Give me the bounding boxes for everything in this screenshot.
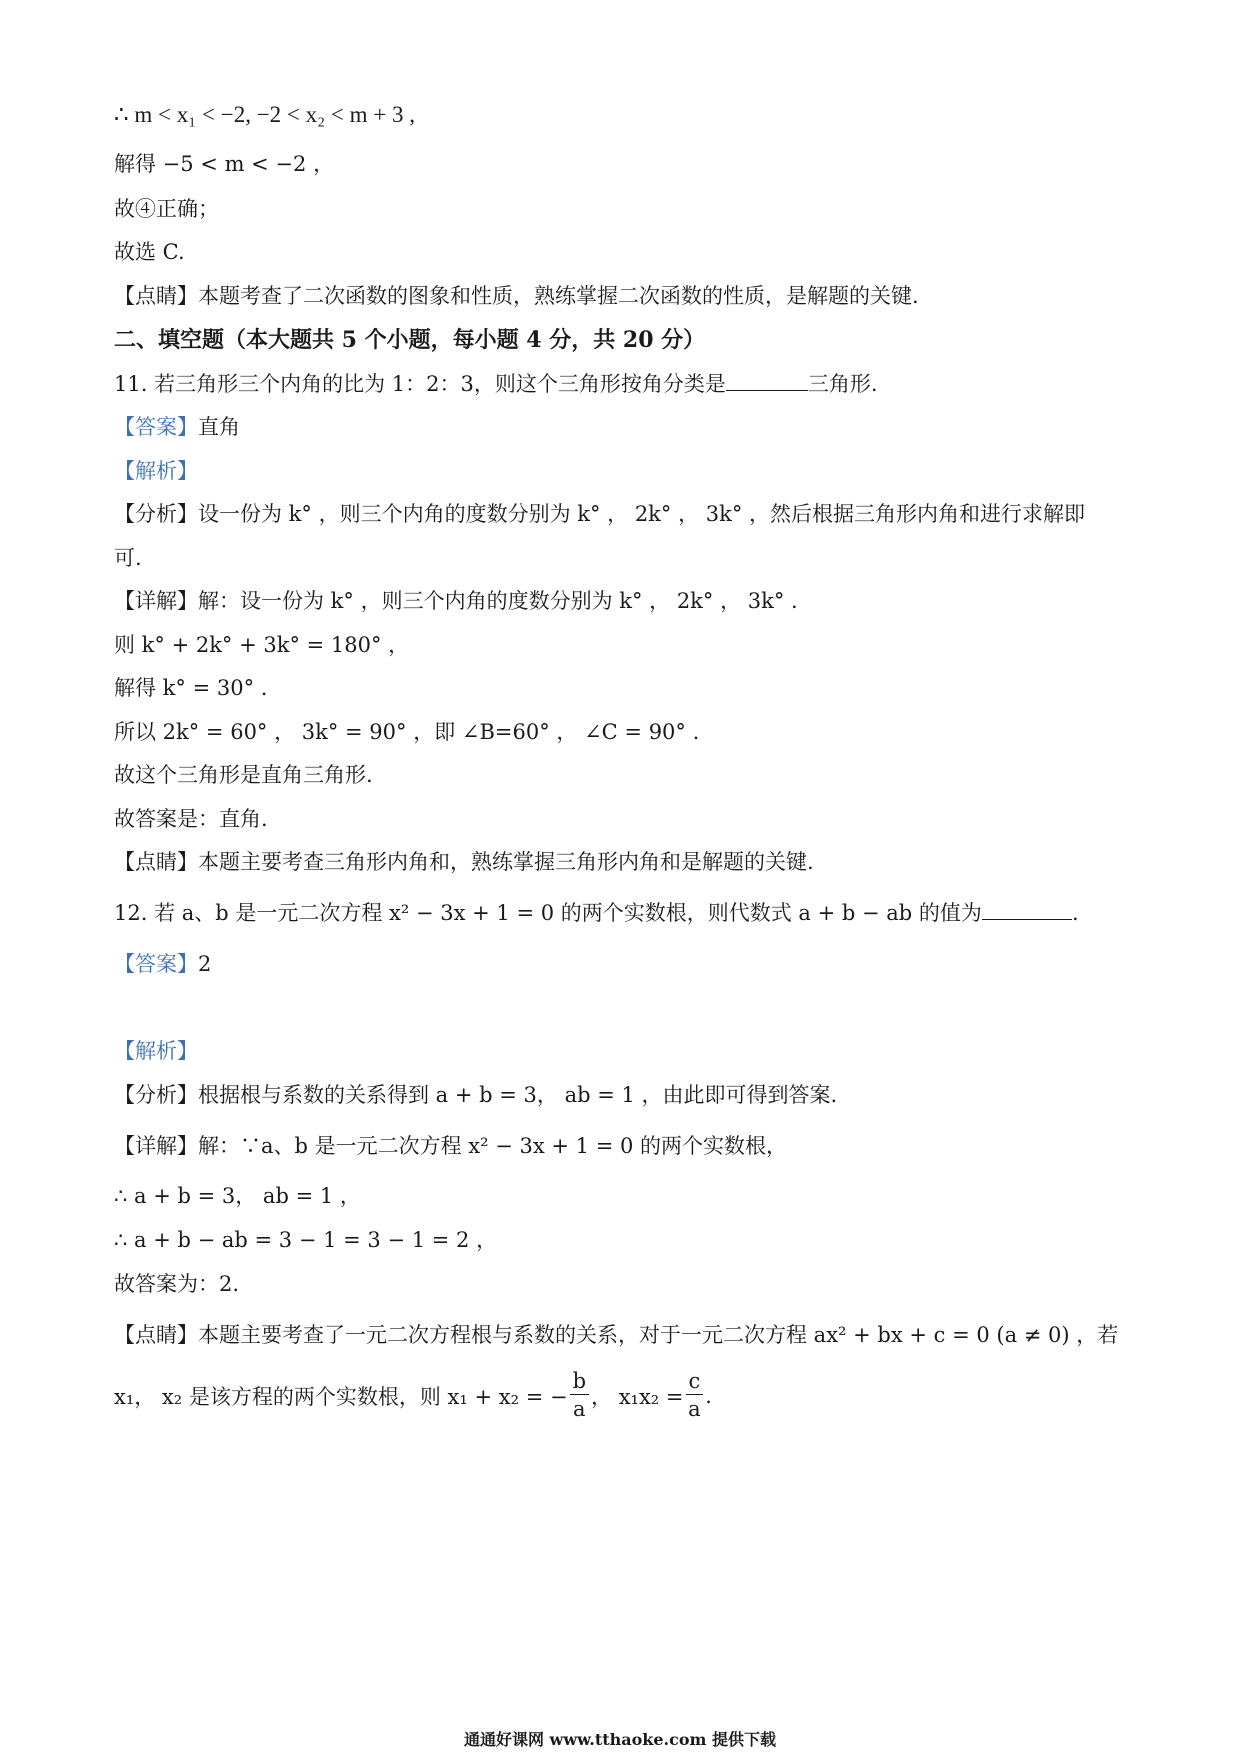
- xiangjie-tag: 【详解】: [114, 1134, 198, 1158]
- dianjing-text: 本题主要考查三角形内角和，熟练掌握三角形内角和是解题的关键.: [198, 850, 814, 874]
- q12-text: 12. 若 a、b 是一元二次方程 x² − 3x + 1 = 0 的两个实数根，则代数式 a + b − ab 的值为: [114, 901, 982, 925]
- dianjing-tag: 【点睛】: [114, 850, 198, 874]
- line-solve-m: 解得 −5 < m < −2 ，: [114, 152, 335, 176]
- fraction-numerator: b: [570, 1368, 589, 1395]
- answer-value: 直角: [198, 415, 240, 439]
- q11-step-5: 故答案是：直角.: [114, 807, 268, 831]
- fraction-numerator: c: [686, 1368, 704, 1395]
- formula-part-1: x₁， x₂ 是该方程的两个实数根，则 x₁ + x₂ = −: [114, 1384, 568, 1409]
- fraction-denominator: a: [688, 1397, 701, 1421]
- dianjing-tag: 【点睛】: [114, 1323, 198, 1347]
- q11-fenxi-cont: 可.: [114, 546, 142, 570]
- q11-text: 11. 若三角形三个内角的比为 1：2：3，则这个三角形按角分类是: [114, 372, 726, 396]
- page-footer: 通通好课网 www.tthaoke.com 提供下载: [463, 1730, 777, 1749]
- q11-question: [114, 369, 878, 399]
- q11-answer-blank: [726, 370, 808, 391]
- q12-step-1: ∴ a + b = 3， ab = 1 ，: [114, 1184, 361, 1208]
- q11-step-2: 解得 k° = 30° .: [114, 676, 268, 700]
- q12-step-2: ∴ a + b − ab = 3 − 1 = 3 − 1 = 2 ，: [114, 1228, 498, 1252]
- xiangjie-text: 解：设一份为 k° ，则三个内角的度数分别为 k° ， 2k° ， 3k° .: [198, 589, 798, 613]
- fenxi-tag: 【分析】: [114, 502, 198, 526]
- answer-value: 2: [198, 952, 212, 976]
- dianjing-text: 本题主要考查了一元二次方程根与系数的关系，对于一元二次方程 ax² + bx + c = 0 (a ≠ 0) ，若: [198, 1323, 1119, 1347]
- q11-analysis-tag: 【解析】: [114, 459, 198, 483]
- q12-fenxi: [114, 1080, 837, 1110]
- dianjing-text: 本题考查了二次函数的图象和性质，熟练掌握二次函数的性质，是解题的关键.: [198, 284, 919, 308]
- line-dianjing-q10: [114, 281, 919, 311]
- answer-tag: 【答案】: [114, 952, 198, 976]
- formula-part-2: ， x₁x₂ =: [591, 1384, 684, 1409]
- fenxi-text: 设一份为 k° ，则三个内角的度数分别为 k° ， 2k° ， 3k° ，然后根据三角形内角和进行求解即: [198, 502, 1086, 526]
- q12-analysis-tag: 【解析】: [114, 1039, 198, 1063]
- q11-text-after: 三角形.: [807, 372, 878, 396]
- q11-fenxi: [114, 499, 1085, 529]
- fenxi-tag: 【分析】: [114, 1083, 198, 1107]
- q11-answer: [114, 412, 240, 442]
- answer-tag: 【答案】: [114, 415, 198, 439]
- xiangjie-tag: 【详解】: [114, 589, 198, 613]
- line-conclusion-range: ∴ m < x₁ < −2, −2 < x₂ < m + 3 ,: [114, 102, 415, 127]
- fraction-b-over-a: [570, 1368, 589, 1423]
- q12-xiangjie: [114, 1131, 787, 1161]
- dianjing-tag: 【点睛】: [114, 284, 198, 308]
- q12-answer-blank: [982, 899, 1072, 920]
- q11-step-4: 故这个三角形是直角三角形.: [114, 763, 373, 787]
- q12-text-after: .: [1071, 901, 1079, 925]
- q12-dianjing: [114, 1320, 1118, 1350]
- fenxi-text: 根据根与系数的关系得到 a + b = 3， ab = 1 ，由此即可得到答案.: [198, 1083, 838, 1107]
- formula-part-3: .: [705, 1383, 712, 1408]
- q11-step-1: 则 k° + 2k° + 3k° = 180° ，: [114, 633, 410, 657]
- q11-step-3: 所以 2k° = 60° ， 3k° = 90° ，即 ∠B=60° ， ∠C = 90° .: [114, 720, 700, 744]
- q12-answer: [114, 949, 211, 979]
- q12-dianjing-formula: [114, 1368, 712, 1423]
- fraction-c-over-a: [686, 1368, 704, 1423]
- q11-xiangjie: [114, 586, 798, 616]
- q11-dianjing: [114, 847, 814, 877]
- fraction-denominator: a: [573, 1397, 586, 1421]
- section-heading: 二、填空题（本大题共 5 个小题，每小题 4 分，共 20 分）: [114, 327, 706, 353]
- q12-question: [114, 898, 1079, 928]
- xiangjie-text: 解：∵a、b 是一元二次方程 x² − 3x + 1 = 0 的两个实数根，: [198, 1134, 788, 1158]
- line-choose-c: 故选 C.: [114, 240, 185, 264]
- q12-step-3: 故答案为：2.: [114, 1272, 240, 1296]
- line-correct-4: 故④正确；: [114, 197, 219, 221]
